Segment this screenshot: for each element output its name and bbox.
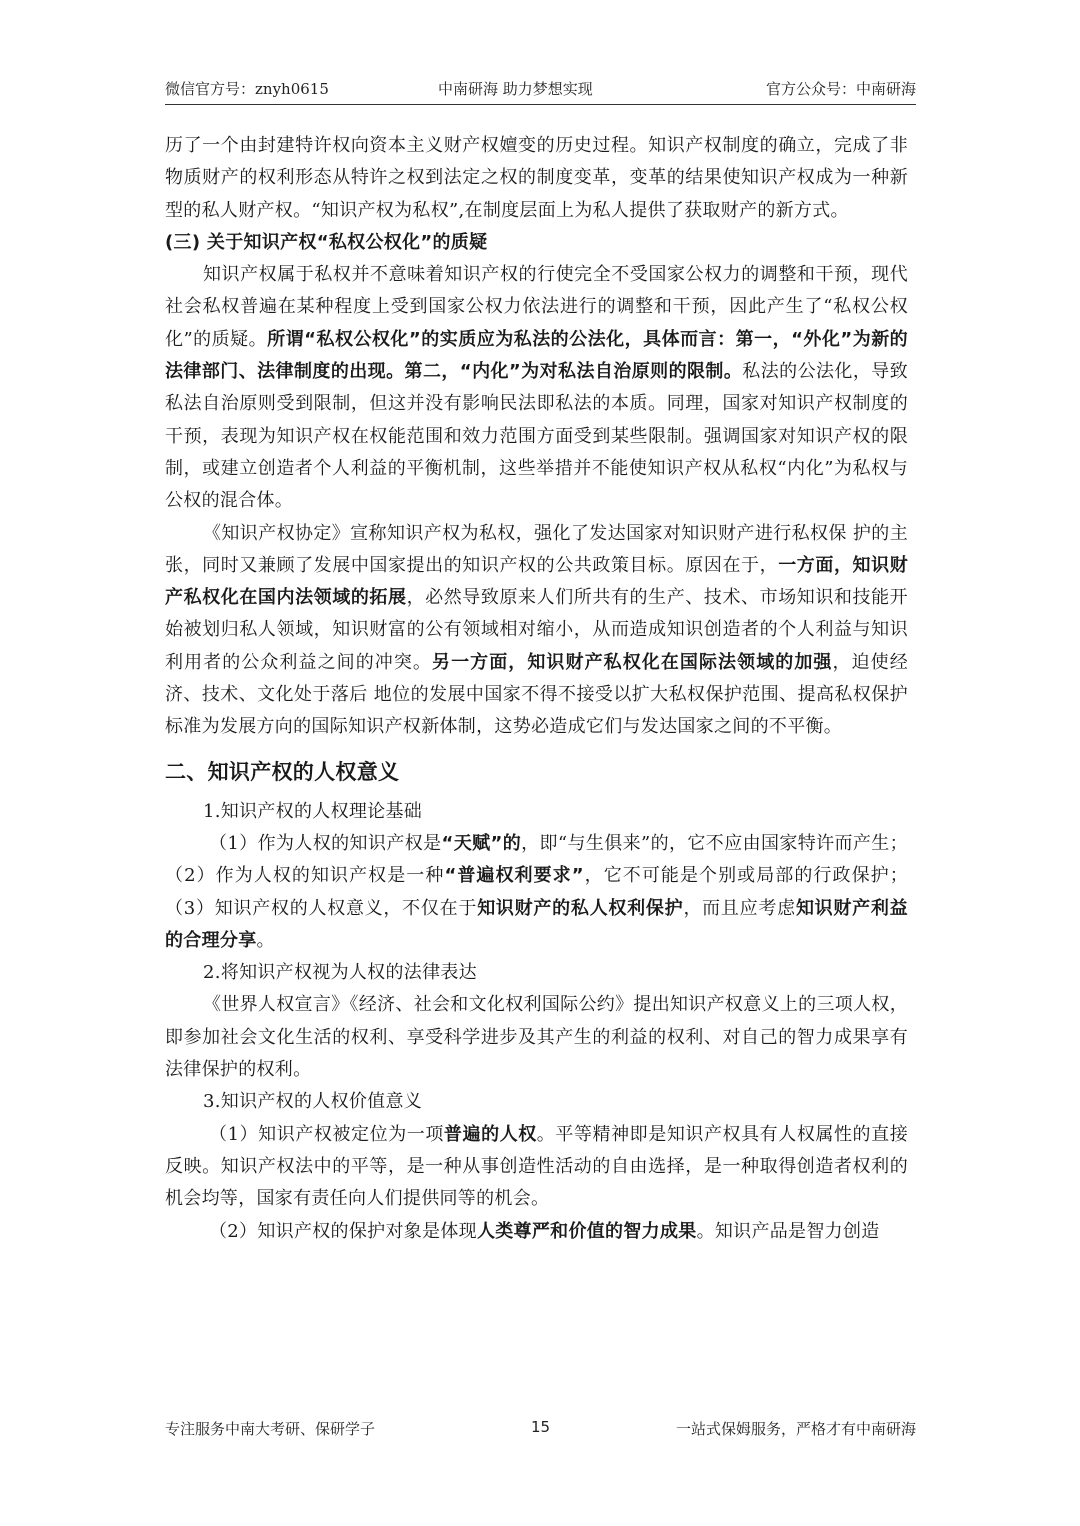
paragraph-text: 私法的公法化，导致私法自治原则受到限制，但这并没有影响民法即私法的本质。同理，国家对知识产权制度的干预，表现为知识产权在权能范围和效力范围方面受到某些限制。强调国家对知识产权的限制，或建立创造者个人利益的平衡机制，这些举措并不能使知识产权从私权“内化”为私权与公权的混合体。 <box>165 361 909 512</box>
running-footer <box>165 1418 916 1442</box>
footer-tagline-left: 专注服务中南大考研、保研学子 <box>165 1420 376 1438</box>
paragraph-text: ，必然导致原来人们所共有的生产、技术、市场知识和技能开始被划归私人领域，知识财富的公有领域相对缩小，从而造成知识创造者的个人利益与知识利用者的公众利益之间的冲突。 <box>165 587 908 673</box>
bold-text: “天赋”的 <box>441 832 522 854</box>
paragraph-universal-human-right <box>165 1119 908 1216</box>
paragraph-text: 。平等精神即是知识产权具有人权属性的直接反映。知识产权法中的平等，是一种从事创造性活动的自由选择，是一种取得创造者权利的机会均等，国家有责任向人们提供同等的机会。 <box>165 1123 909 1210</box>
bold-text: 知识财产利益的合理分享 <box>165 897 908 951</box>
paragraph-protection-object <box>165 1216 908 1248</box>
paragraph-human-rights-basis <box>165 828 908 957</box>
paragraph-private-right-publicization <box>165 259 908 517</box>
paragraph-text: 知识产权属于私权并不意味着知识产权的行使完全不受国家公权力的调整和干预，现代社会私权普遍在某种程度上受到国家公权力依法进行的调整和干预，因此产生了“私权公权化”的质疑。 <box>165 264 908 350</box>
paragraph-text: 。知识产品是智力创造 <box>696 1220 880 1242</box>
paragraph-text: ，它不可能是个别或局部的行政保护；（3）知识产权的人权意义，不仅在于 <box>165 865 908 919</box>
bold-text: 一方面，知识财产私权化在国内法领域的拓展 <box>165 554 908 609</box>
bold-text: “普遍权利要求” <box>444 865 584 887</box>
bold-text: 另一方面，知识财产私权化在国际法领域的加强 <box>432 651 833 673</box>
paragraph-text: （2）知识产权的保护对象是体现 <box>209 1220 477 1242</box>
bold-text: 人类尊严和价值的智力成果 <box>476 1220 697 1242</box>
numbered-heading-3: 3.知识产权的人权价值意义 <box>203 1091 423 1113</box>
paragraph-text: 《知识产权协定》宣称知识产权为私权，强化了发达国家对知识财产进行私权保 护的主张，同时又兼顾了发展中国家提出的知识产权的公共政策目标。原因在于， <box>165 522 908 576</box>
paragraph-text: 。 <box>256 929 275 951</box>
paragraph-text: （1）作为人权的知识产权是 <box>209 832 442 854</box>
section-heading-2: 二、知识产权的人权意义 <box>165 759 400 784</box>
paragraph-text: ，即“与生俱来”的，它不应由国家特许而产生；（2）作为人权的知识产权是一种 <box>165 832 908 887</box>
running-header <box>165 76 916 106</box>
paragraph-text: ，迫使经济、技术、文化处于落后 地位的发展中国家不得不接受以扩大私权保护范围、提高私权保护标准为发展方向的国际知识产权新体制，这势必造成它们与发达国家之间的不平衡。 <box>165 651 908 738</box>
header-divider <box>165 104 916 105</box>
subsection-heading-3: (三) 关于知识产权“私权公权化”的质疑 <box>165 231 488 253</box>
page-number: 15 <box>531 1418 551 1436</box>
bold-text: 普遍的人权 <box>443 1123 537 1145</box>
numbered-heading-2: 2.将知识产权视为人权的法律表达 <box>203 962 477 984</box>
paragraph-text: ，而且应考虑 <box>683 897 796 919</box>
paragraph-text: （1）知识产权被定位为一项 <box>209 1123 444 1145</box>
body-text <box>165 130 908 1248</box>
bold-text: 所谓“私权公权化”的实质应为私法的公法化，具体而言：第一，“外化”为新的法律部门、法律制度的出现。第二，“内化”为对私法自治原则的限制。 <box>165 328 908 383</box>
header-slogan: 中南研海 助力梦想实现 <box>438 80 593 98</box>
numbered-heading-1: 1.知识产权的人权理论基础 <box>203 800 423 822</box>
header-wechat-id: 微信官方号：znyh0615 <box>165 80 329 98</box>
paragraph-trips-agreement <box>165 518 908 744</box>
header-official-account: 官方公众号：中南研海 <box>765 80 916 98</box>
paragraph-legal-expression: 《世界人权宣言》《经济、社会和文化权利国际公约》提出知识产权意义上的三项人权，即参加社会文化生活的权利、享受科学进步及其产生的利益的权利、对自己的智力成果享有法律保护的权利。 <box>165 994 908 1081</box>
paragraph-continuation: 历了一个由封建特许权向资本主义财产权嬗变的历史过程。知识产权制度的确立，完成了非物质财产的权利形态从特许之权到法定之权的制度变革，变革的结果使知识产权成为一种新型的私人财产权。“知识产权为私权”,在制度层面上为私人提供了获取财产的新方式。 <box>165 135 908 221</box>
bold-text: 知识财产的私人权利保护 <box>477 897 684 919</box>
footer-tagline-right: 一站式保姆服务，严格才有中南研海 <box>675 1420 916 1438</box>
